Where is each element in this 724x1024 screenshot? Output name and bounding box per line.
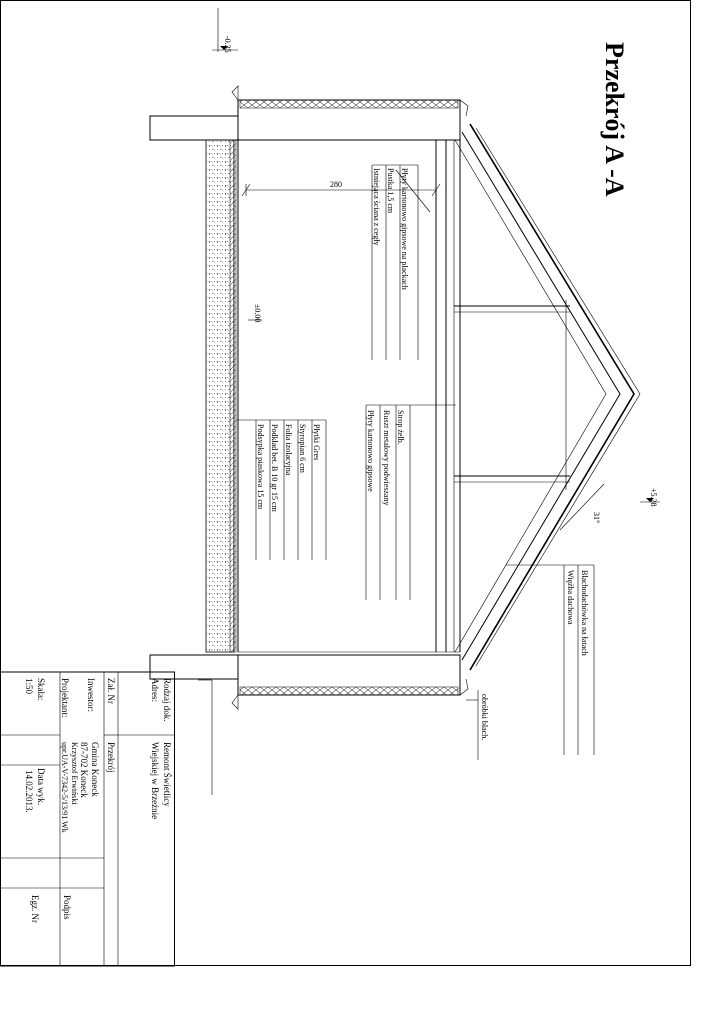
floor-layer-5: Podsypka piaskowa 15 cm	[256, 424, 265, 510]
floor-layer-4: Podkład bet. B 10 gr 15 cm	[270, 424, 279, 512]
tb-inwestor-line2: 87-702 Koneck	[79, 742, 89, 798]
tb-adres-label: Adres:	[150, 678, 160, 702]
tb-skala-label: Skala:	[36, 678, 46, 701]
roof-layer-2: Więźba dachowa	[566, 570, 575, 625]
dimension-280-text: 280	[330, 180, 342, 189]
ceiling-layer-2: Ruszt metalowy podwieszany	[382, 410, 391, 506]
level-top-text: -0.35	[223, 36, 232, 53]
tb-projektant-line1: Krzysztof Erwiński	[70, 742, 79, 805]
tb-rodzaj-label: Rodzaj dok.	[162, 678, 172, 722]
tb-inwestor-line1: Gmina Koneck	[90, 742, 100, 797]
floor-layer-1: Płytki Gres	[312, 424, 321, 461]
level-ridge-text: +5.28	[649, 488, 658, 507]
tb-podpis-label: Podpis	[62, 895, 72, 920]
flashing-text: obróbki blach.	[480, 694, 489, 741]
tb-zal-value: Przekrój	[106, 742, 116, 773]
foundation-left	[150, 116, 238, 140]
ceiling-layers-callout	[366, 405, 456, 600]
title-block	[1, 672, 175, 966]
ceiling-layer-1: Strop żelb.	[396, 410, 405, 445]
tb-inwestor-label: Inwestor:	[86, 678, 96, 712]
tb-projektant-line2: upr.UA-V-7342-5/13/91 Wk	[60, 742, 69, 833]
level-mark-top	[212, 8, 238, 53]
tb-skala-value: 1:50	[24, 678, 34, 695]
floor-layer-3: Folia izolacyjna	[284, 424, 293, 476]
roof	[454, 124, 640, 670]
wall-layer-1: Płyty kartonowo gipsowe na plackach	[400, 168, 409, 290]
floor-layer-2: Styropian 6 cm	[298, 424, 307, 473]
drawing-title: Przekrój A -A	[600, 42, 629, 197]
roof-layer-1: Blachodachówka na łatach	[580, 570, 589, 656]
tb-project-line1: Remont Świetlicy	[162, 742, 172, 807]
flashing-callout	[466, 690, 489, 760]
foundation-right	[150, 655, 238, 679]
ceiling-layer-3: Płyty kartonowo gipsowe	[366, 410, 375, 492]
tb-project-line2: Wiejskiej w Brzeźnie	[150, 742, 160, 820]
roof-layers-callout	[506, 565, 594, 755]
wall-layers-callout	[372, 165, 430, 360]
tb-data-label: Data wyk.	[36, 768, 46, 805]
tb-projektant-label: Projektant:	[60, 678, 70, 718]
floor-insulation	[230, 140, 236, 652]
wall-layer-3: Istniejąca ściana z cegły	[372, 168, 381, 246]
roof-angle-text: 31°	[592, 512, 601, 524]
level-mark-floor	[248, 304, 262, 322]
tb-zal-label: Zał. Nr	[106, 678, 116, 704]
level-mark-ridge	[640, 488, 660, 507]
tb-data-value: 14.02.2013.	[24, 770, 34, 813]
wall-layer-2: Pustka 1,5 cm	[386, 168, 395, 214]
tb-egz-label: Egz. Nr	[30, 895, 40, 923]
level-floor-text: ±0.00	[253, 304, 262, 323]
floor-layers-callout	[236, 420, 326, 560]
